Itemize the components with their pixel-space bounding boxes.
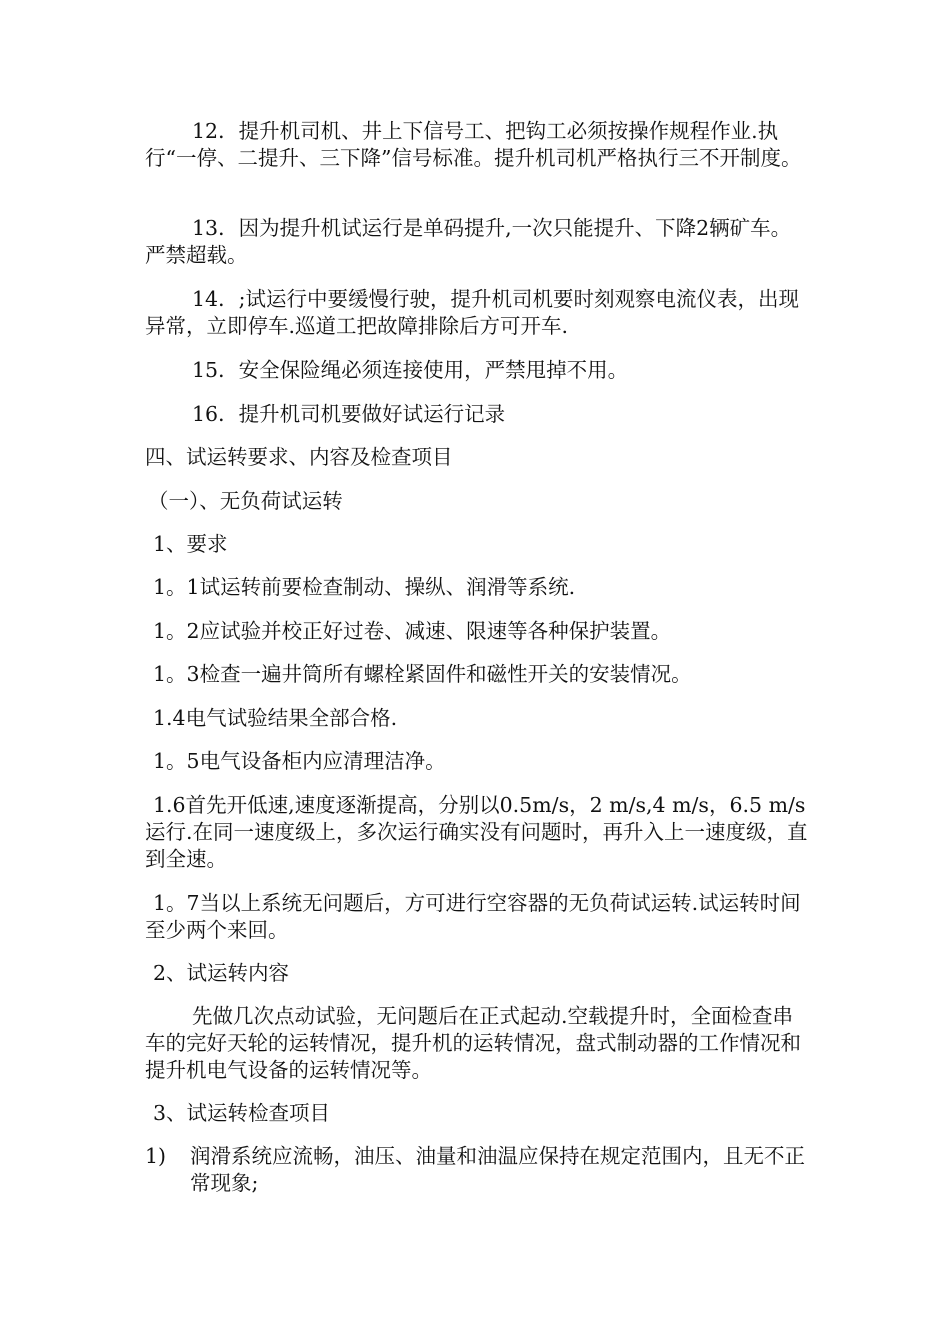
item-1-7: 1。7当以上系统无问题后，方可进行空容器的无负荷试运转.试运转时间至少两个来回。 bbox=[145, 891, 801, 942]
subsection-heading-no-load: （一）、无负荷试运转 bbox=[148, 489, 343, 513]
item-1-4: 1.4电气试验结果全部合格. bbox=[153, 706, 398, 730]
item-1-5: 1。5电气设备柜内应清理洁净。 bbox=[153, 749, 446, 773]
item-1-3: 1。3检查一遍井筒所有螺栓紧固件和磁性开关的安装情况。 bbox=[153, 662, 692, 686]
paragraph-14: 14．;试运行中要缓慢行驶，提升机司机要时刻观察电流仪表，出现异常，立即停车.巡道工把故障排除后方可开车. bbox=[145, 287, 799, 338]
check-item-1-label: 1) bbox=[145, 1144, 167, 1168]
item-1-2: 1。2应试验并校正好过卷、减速、限速等各种保护装置。 bbox=[153, 619, 672, 643]
item-1-1: 1。1试运转前要检查制动、操纵、润滑等系统. bbox=[153, 575, 576, 599]
content-paragraph: 先做几次点动试验，无问题后在正式起动.空载提升时，全面检查串车的完好天轮的运转情况，提升机的运转情况，盘式制动器的工作情况和提升机电气设备的运转情况等。 bbox=[145, 1004, 801, 1082]
item-1-6: 1.6首先开低速,速度逐渐提高，分别以0.5m/s，2 m/s,4 m/s，6.5 m/s运行.在同一速度级上，多次运行确实没有问题时，再升入上一速度级，直到全速。 bbox=[145, 793, 808, 871]
paragraph-15: 15．安全保险绳必须连接使用，严禁甩掉不用。 bbox=[192, 358, 629, 382]
paragraph-13: 13．因为提升机试运行是单码提升,一次只能提升、下降2辆矿车。严禁超载。 bbox=[145, 216, 792, 267]
heading-requirements: 1、要求 bbox=[153, 532, 228, 556]
check-item-1-text: 润滑系统应流畅，油压、油量和油温应保持在规定范围内，且无不正常现象; bbox=[190, 1144, 805, 1195]
section-heading-4: 四、试运转要求、内容及检查项目 bbox=[145, 445, 453, 469]
heading-check-items: 3、试运转检查项目 bbox=[153, 1101, 331, 1125]
check-item-1 bbox=[145, 1143, 810, 1197]
paragraph-12: 12．提升机司机、井上下信号工、把钩工必须按操作规程作业.执行“一停、二提升、三下降”信号标准。提升机司机严格执行三不开制度。 bbox=[145, 119, 802, 170]
paragraph-16: 16．提升机司机要做好试运行记录 bbox=[192, 402, 506, 426]
heading-content: 2、试运转内容 bbox=[153, 961, 290, 985]
